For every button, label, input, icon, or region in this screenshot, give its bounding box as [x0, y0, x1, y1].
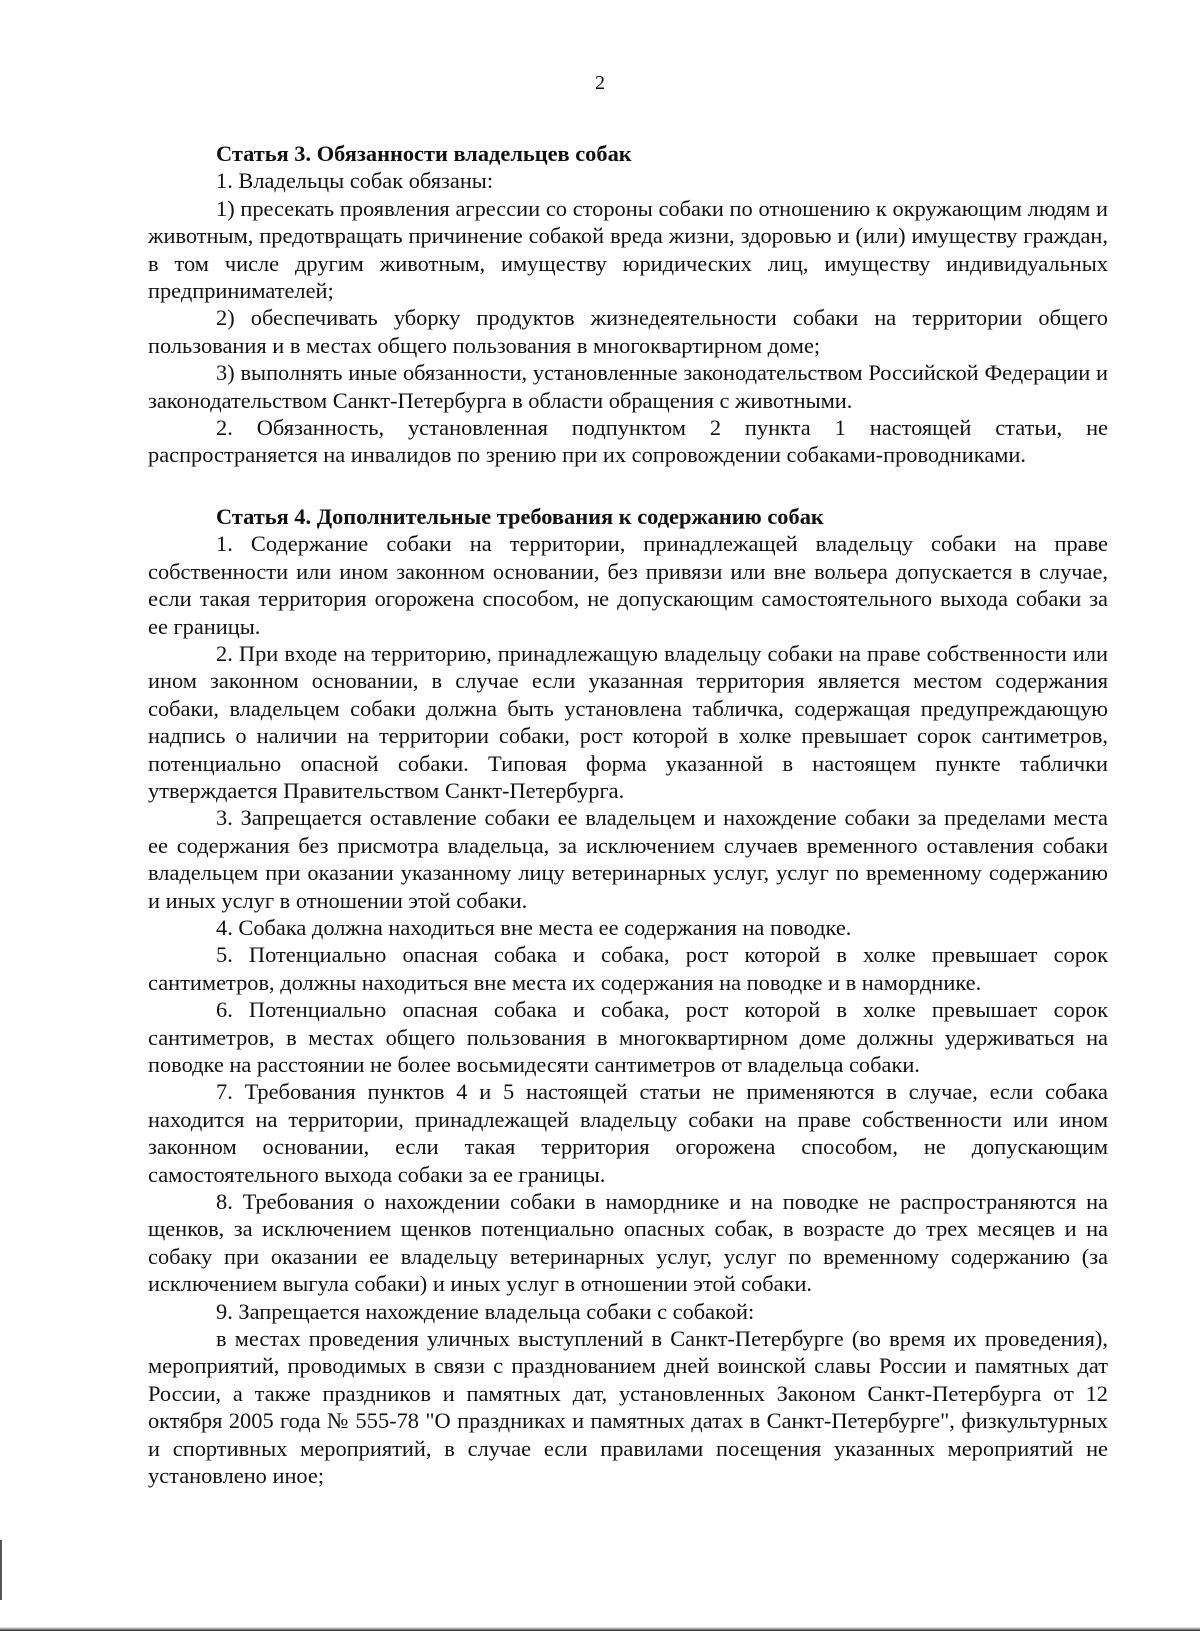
article-4-paragraph: 4. Собака должна находиться вне места ее содержания на поводке.: [216, 914, 852, 940]
document-body: [148, 140, 1108, 1490]
article-3-paragraph: 1. Владельцы собак обязаны:: [216, 168, 494, 194]
article-4-paragraph: в местах проведения уличных выступлений в Санкт-Петербурге (во время их проведения), мероприятий, проводимых в связи с празднованием дней воинской славы России и памятных дат России, а также праздников и памятных дат, установленных Законом Санкт-Петербурга от 12 октября 2005 года № 555-78 "О праздниках и памятных датах в Санкт-Петербурге", физкультурных и спортивных мероприятий, в случае если правилами посещения указанных мероприятий не установлено иное;: [148, 1326, 1108, 1489]
article-4-paragraph: 5. Потенциально опасная собака и собака, рост которой в холке превышает сорок сантиметров, должны находиться вне места их содержания на поводке и в наморднике.: [148, 942, 1108, 995]
article-4-paragraph: 8. Требования о нахождении собаки в наморднике и на поводке не распространяются на щенков, за исключением щенков потенциально опасных собак, в возрасте до трех месяцев и на собаку при оказании ее владельцу ветеринарных услуг, услуг по временному содержанию (за исключением выгула собаки) и иных услуг в отношении этой собаки.: [148, 1189, 1108, 1297]
article-3-paragraph: 3) выполнять иные обязанности, установленные законодательством Российской Федерации и законодательством Санкт-Петербурга в области обращения с животными.: [148, 360, 1108, 413]
page-number: 2: [595, 72, 605, 94]
article-3-paragraph: 1) пресекать проявления агрессии со стороны собаки по отношению к окружающим людям и животным, предотвращать причинение собакой вреда жизни, здоровью и (или) имуществу граждан, в том числе другим животным, имуществу юридических лиц, имуществу индивидуальных предпринимателей;: [148, 195, 1108, 304]
article-4-paragraph: 6. Потенциально опасная собака и собака, рост которой в холке превышает сорок сантиметров, в местах общего пользования в многоквартирном доме должны удерживаться на поводке на расстоянии не более восьмидесяти сантиметров от владельца собаки.: [148, 997, 1108, 1077]
article-4-title: Статья 4. Дополнительные требования к содержанию собак: [216, 503, 824, 529]
article-3-paragraph: 2. Обязанность, установленная подпунктом 2 пункта 1 настоящей статьи, не распространяется на инвалидов по зрению при их сопровождении собаками-проводниками.: [148, 415, 1108, 468]
scan-edge-mark: [0, 1540, 2, 1600]
article-3-paragraph: 2) обеспечивать уборку продуктов жизнедеятельности собаки на территории общего пользования и в местах общего пользования в многоквартирном доме;: [148, 305, 1108, 358]
article-4-paragraph: 7. Требования пунктов 4 и 5 настоящей статьи не применяются в случае, если собака находится на территории, принадлежащей владельцу собаки на праве собственности или ином законном основании, если такая территория огорожена способом, не допускающим самостоятельного выхода собаки за ее границы.: [148, 1079, 1108, 1187]
article-4-paragraph: 3. Запрещается оставление собаки ее владельцем и нахождение собаки за пределами места ее содержания без присмотра владельца, за исключением случаев временного оставления собаки владельцем при оказании указанному лицу ветеринарных услуг, услуг по временному содержанию и иных услуг в отношении этой собаки.: [148, 805, 1108, 913]
article-3-title: Статья 3. Обязанности владельцев собак: [216, 141, 632, 166]
article-4-paragraph: 2. При входе на территорию, принадлежащую владельцу собаки на праве собственности или ином законном основании, в случае если указанная территория является местом содержания собаки, владельцем собаки должна быть установлена табличка, содержащая предупреждающую надпись о наличии на территории собаки, рост которой в холке превышает сорок сантиметров, потенциально опасной собаки. Типовая форма указанной в настоящем пункте таблички утверждается Правительством Санкт-Петербурга.: [148, 640, 1108, 803]
section-gap: [148, 469, 1108, 503]
article-4-paragraph: 9. Запрещается нахождение владельца собаки с собакой:: [216, 1298, 755, 1324]
scan-bottom-edge: [0, 1627, 1200, 1631]
article-4-paragraph: 1. Содержание собаки на территории, принадлежащей владельцу собаки на праве собственности или ином законном основании, без привязи или вне вольера допускается в случае, если такая территория огорожена способом, не допускающим самостоятельного выхода собаки за ее границы.: [148, 531, 1108, 639]
